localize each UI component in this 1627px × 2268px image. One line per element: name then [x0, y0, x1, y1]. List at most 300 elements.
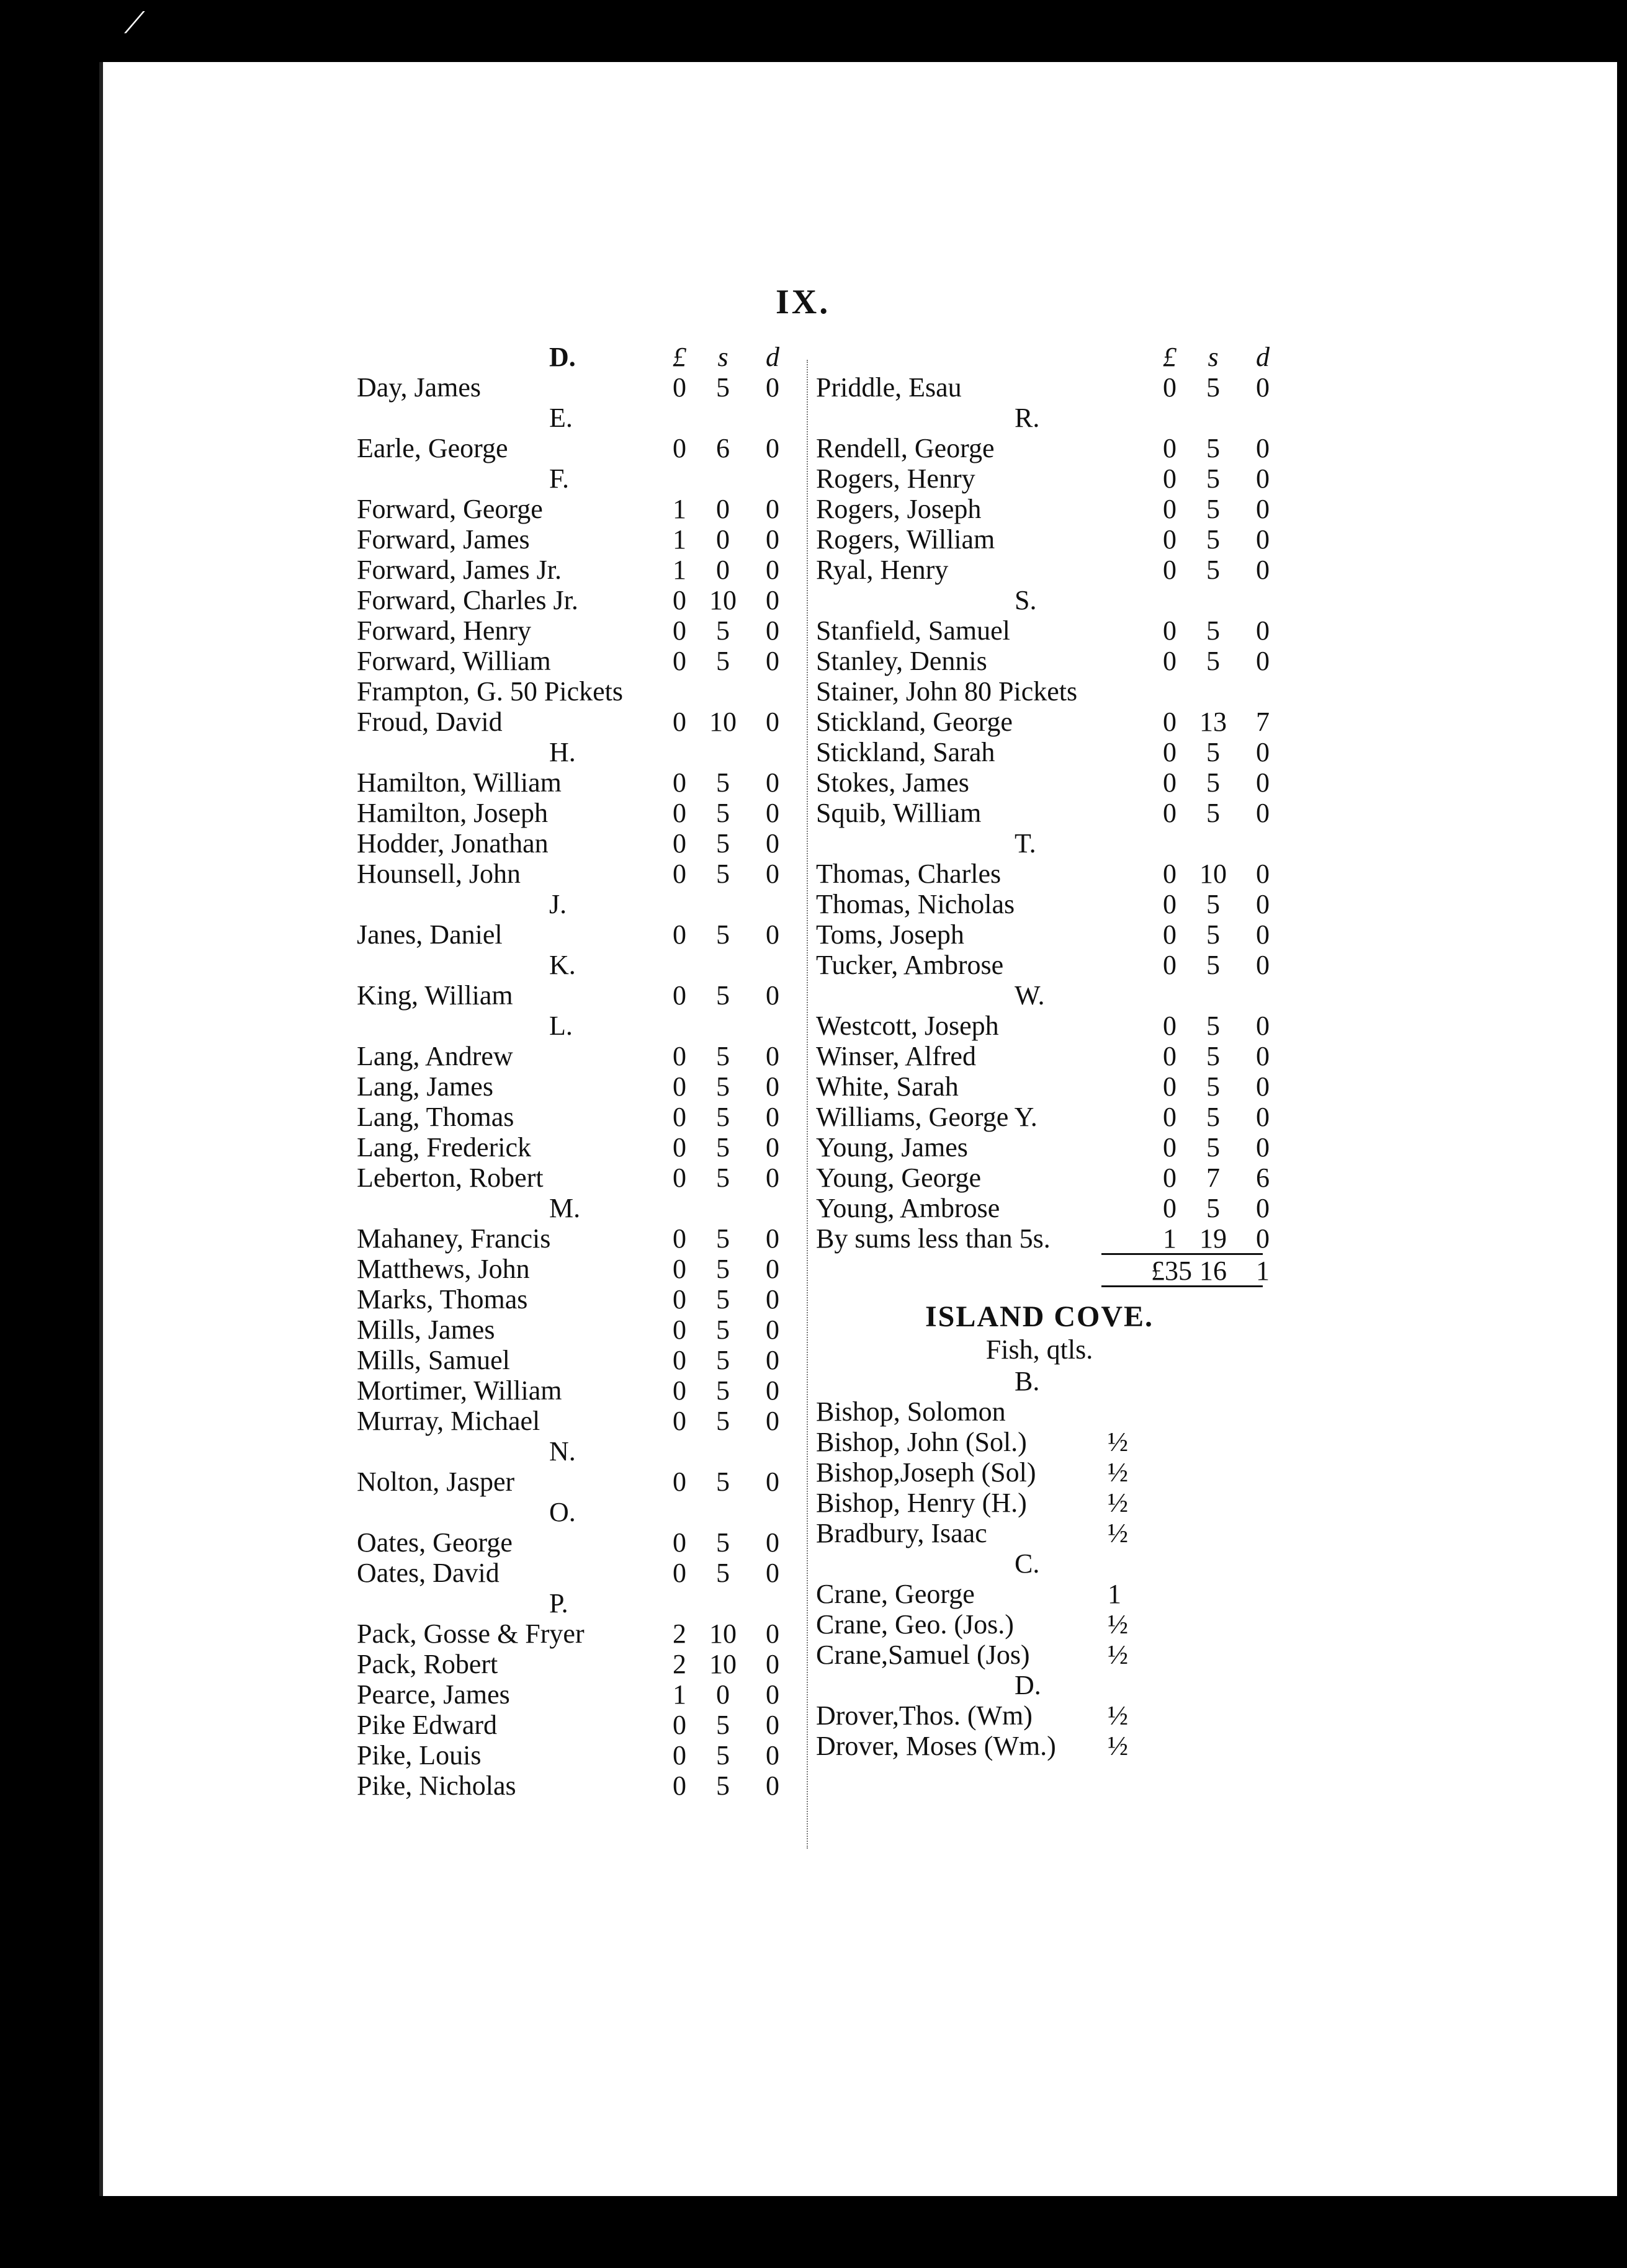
pounds-value: 0 — [673, 1740, 686, 1770]
subscriber-name: Mahaney, Francis — [357, 1223, 551, 1254]
shillings-value: 5 — [716, 1223, 730, 1254]
shillings-value: 5 — [1206, 889, 1220, 919]
pence-value: 0 — [766, 919, 779, 950]
subscriber-name: Bishop, Solomon — [816, 1396, 1006, 1427]
table-row — [357, 554, 804, 584]
pence-value: 0 — [1256, 494, 1270, 524]
table-row — [357, 1770, 804, 1800]
subscriber-name: Stokes, James — [816, 767, 969, 798]
subscriber-name: Pike Edward — [357, 1710, 498, 1740]
table-row — [357, 1071, 804, 1101]
pence-value: 0 — [766, 615, 779, 646]
subscriber-name: Forward, James Jr. — [357, 555, 562, 585]
table-row — [816, 858, 1270, 889]
pounds-value: 0 — [673, 1071, 686, 1102]
shillings-value: 10 — [709, 1649, 737, 1679]
table-row — [357, 1739, 804, 1770]
table-row — [816, 432, 1270, 463]
pounds-value: 0 — [1163, 889, 1177, 919]
pounds-value: 0 — [1163, 494, 1177, 524]
pence-value: 0 — [1256, 919, 1270, 950]
shillings-value: 5 — [1206, 524, 1220, 555]
binding-edge — [99, 62, 103, 2196]
table-row — [816, 1487, 1263, 1517]
letter-heading: N. — [549, 1436, 576, 1467]
subscriber-name: Oates, David — [357, 1558, 500, 1588]
subscriber-name: Rendell, George — [816, 433, 995, 463]
shillings-value: 5 — [1206, 1071, 1220, 1102]
letter-heading-row — [816, 980, 1263, 1010]
pence-value: 0 — [1256, 615, 1270, 646]
subscriber-name: Rogers, Henry — [816, 463, 975, 494]
shillings-value: 5 — [716, 767, 730, 798]
shillings-value: 6 — [716, 433, 730, 463]
subscriber-name: Oates, George — [357, 1527, 513, 1558]
shillings-value: 5 — [1206, 463, 1220, 494]
shillings-value: 0 — [716, 494, 730, 524]
shillings-value: 5 — [716, 919, 730, 950]
letter-heading-row — [816, 1548, 1263, 1578]
column-divider — [807, 360, 808, 1849]
pence-value: 0 — [766, 1223, 779, 1254]
table-row — [816, 1162, 1270, 1193]
table-row — [816, 797, 1270, 828]
pounds-value: 0 — [673, 798, 686, 828]
letter-heading: T. — [1015, 828, 1036, 859]
pounds-value: 0 — [673, 707, 686, 737]
pounds-value: 0 — [1163, 646, 1177, 676]
table-row — [816, 463, 1270, 494]
subscriber-name: Mills, Samuel — [357, 1345, 510, 1375]
letter-heading: E. — [549, 403, 573, 433]
table-row — [816, 1517, 1263, 1548]
pence-value: 0 — [766, 1375, 779, 1406]
table-row — [816, 1071, 1270, 1102]
pence-header: d — [766, 342, 779, 372]
letter-heading: R. — [1015, 403, 1040, 433]
fish-quantity: ½ — [1108, 1427, 1128, 1457]
subscriber-name: Crane, Geo. (Jos.) — [816, 1609, 1014, 1640]
subscriber-name: Hamilton, William — [357, 767, 562, 798]
subscriber-name: Pack, Gosse & Fryer — [357, 1618, 585, 1649]
pounds-value: 0 — [1163, 919, 1177, 950]
table-row — [357, 1466, 804, 1496]
pounds-value: 0 — [1163, 463, 1177, 494]
table-row — [816, 1396, 1263, 1426]
pounds-value: 0 — [1163, 1193, 1177, 1223]
letter-heading: F. — [549, 463, 569, 494]
subscriber-name: Rogers, William — [816, 524, 995, 555]
subscriber-name: Earle, George — [357, 433, 508, 463]
pence-value: 0 — [766, 1406, 779, 1436]
shillings-value: 10 — [1199, 859, 1227, 889]
shillings-value: 19 — [1199, 1223, 1227, 1254]
pounds-value: 0 — [673, 585, 686, 615]
table-row — [816, 919, 1270, 950]
shillings-value: 5 — [716, 1345, 730, 1375]
subscriber-name: Marks, Thomas — [357, 1284, 528, 1315]
pence-value: 0 — [766, 585, 779, 615]
table-row — [816, 1639, 1263, 1669]
pence-value: 0 — [766, 1132, 779, 1163]
shillings-value: 5 — [716, 859, 730, 889]
table-row — [816, 949, 1270, 980]
total-shillings: 16 — [1199, 1256, 1227, 1286]
subscriber-name: Lang, James — [357, 1071, 493, 1102]
pounds-value: 0 — [673, 767, 686, 798]
table-row — [816, 1040, 1270, 1071]
letter-heading-row — [357, 736, 804, 767]
subscriber-name: Stickland, George — [816, 707, 1013, 737]
subscriber-name: By sums less than 5s. — [816, 1223, 1051, 1254]
shillings-value: 5 — [716, 1254, 730, 1284]
shillings-value: 7 — [1206, 1163, 1220, 1193]
pounds-value: 0 — [1163, 1041, 1177, 1071]
pence-value: 0 — [1256, 1011, 1270, 1041]
table-row — [357, 1679, 804, 1709]
shillings-value: 5 — [1206, 767, 1220, 798]
pounds-value: 1 — [673, 524, 686, 555]
subscriber-name: Thomas, Charles — [816, 859, 1002, 889]
table-row — [816, 493, 1270, 524]
pounds-value: 2 — [673, 1618, 686, 1649]
table-row — [357, 584, 804, 615]
subscriber-name: Ryal, Henry — [816, 555, 949, 585]
table-row — [816, 1223, 1270, 1254]
subscriber-name: Drover,Thos. (Wm) — [816, 1700, 1033, 1731]
subscriber-name: Squib, William — [816, 798, 982, 828]
subscriber-name: Nolton, Jasper — [357, 1467, 515, 1497]
subscriber-name: Winser, Alfred — [816, 1041, 976, 1071]
shillings-value: 5 — [716, 646, 730, 676]
pounds-value: 0 — [673, 1284, 686, 1315]
pence-value: 0 — [766, 1740, 779, 1770]
pence-value: 0 — [1256, 1223, 1270, 1254]
subscriber-name: Young, Ambrose — [816, 1193, 1000, 1223]
shillings-value: 0 — [716, 524, 730, 555]
letter-heading: W. — [1015, 980, 1045, 1011]
table-row — [357, 372, 804, 402]
table-row — [816, 1192, 1270, 1223]
pence-value: 0 — [766, 707, 779, 737]
pence-value: 0 — [1256, 646, 1270, 676]
shillings-value: 5 — [1206, 433, 1220, 463]
fish-quantity: ½ — [1108, 1518, 1128, 1548]
shillings-value: 0 — [716, 555, 730, 585]
letter-heading-row — [357, 402, 804, 432]
shillings-value: 5 — [716, 1467, 730, 1497]
subscriber-name: Hounsell, John — [357, 859, 521, 889]
shillings-value: 5 — [716, 1740, 730, 1770]
letter-heading-row — [816, 1365, 1263, 1396]
shillings-value: 10 — [709, 585, 737, 615]
table-row — [357, 615, 804, 645]
table-row — [816, 524, 1270, 555]
letter-heading-row — [816, 828, 1263, 858]
pounds-value: 0 — [673, 1406, 686, 1436]
fish-quantity: ½ — [1108, 1488, 1128, 1518]
pounds-value: 0 — [1163, 737, 1177, 767]
pence-value: 0 — [766, 767, 779, 798]
pounds-value: 0 — [1163, 767, 1177, 798]
pence-value: 0 — [766, 433, 779, 463]
shillings-value: 5 — [716, 980, 730, 1011]
letter-heading-row — [357, 463, 804, 493]
pence-value: 0 — [1256, 889, 1270, 919]
pence-value: 0 — [1256, 372, 1270, 403]
letter-heading: C. — [1015, 1548, 1040, 1579]
fish-quantity: ½ — [1108, 1457, 1128, 1488]
table-row — [816, 888, 1270, 919]
pence-value: 0 — [1256, 737, 1270, 767]
shillings-value: 5 — [1206, 737, 1220, 767]
table-row — [357, 1375, 804, 1405]
shillings-value: 5 — [716, 1284, 730, 1315]
pence-value: 0 — [766, 798, 779, 828]
table-row — [816, 1101, 1270, 1132]
pounds-value: 0 — [673, 372, 686, 403]
pence-value: 0 — [1256, 798, 1270, 828]
fish-quantity: ½ — [1108, 1609, 1128, 1640]
shillings-value: 13 — [1199, 707, 1227, 737]
table-row — [357, 1618, 804, 1648]
pence-value: 0 — [766, 1163, 779, 1193]
subscriber-name: Westcott, Joseph — [816, 1011, 999, 1041]
subscriber-name: Crane, George — [816, 1579, 975, 1609]
shillings-value: 5 — [716, 1163, 730, 1193]
table-row — [357, 1405, 804, 1435]
subscriber-name: Thomas, Nicholas — [816, 889, 1015, 919]
shillings-value: 5 — [716, 1071, 730, 1102]
shillings-value: 5 — [716, 1102, 730, 1132]
table-row — [816, 554, 1270, 585]
pounds-value: 0 — [1163, 1011, 1177, 1041]
letter-heading-row — [816, 402, 1263, 432]
subscriber-name: Toms, Joseph — [816, 919, 964, 950]
shillings-value: 5 — [1206, 919, 1220, 950]
letter-heading-row — [357, 1435, 804, 1466]
subscriber-name: Lang, Frederick — [357, 1132, 531, 1163]
pence-value: 0 — [766, 1102, 779, 1132]
subscriber-name: Young, James — [816, 1132, 968, 1163]
pence-value: 0 — [766, 1649, 779, 1679]
letter-heading: P. — [549, 1588, 568, 1618]
pounds-value: 0 — [673, 1132, 686, 1163]
table-row — [816, 736, 1270, 767]
pounds-value: 0 — [673, 1558, 686, 1588]
pounds-value: 0 — [1163, 798, 1177, 828]
pounds-value: 0 — [1163, 1163, 1177, 1193]
shillings-value: 5 — [716, 1132, 730, 1163]
pounds-value: 0 — [1163, 707, 1177, 737]
pence-value: 0 — [766, 1254, 779, 1284]
pounds-value: 0 — [673, 1315, 686, 1345]
scan-corner-mark: ⟋ — [124, 7, 145, 40]
pence-value: 0 — [766, 1345, 779, 1375]
letter-heading-row — [816, 584, 1263, 615]
pence-value: 0 — [1256, 1071, 1270, 1102]
pounds-value: 0 — [673, 859, 686, 889]
subscriber-name: Williams, George Y. — [816, 1102, 1038, 1132]
pence-value: 0 — [766, 859, 779, 889]
subscriber-name: King, William — [357, 980, 513, 1011]
subscriber-name: Bradbury, Isaac — [816, 1518, 987, 1548]
pence-value: 0 — [766, 1284, 779, 1315]
pounds-value: 0 — [1163, 1132, 1177, 1163]
pence-value: 0 — [766, 1527, 779, 1558]
subscriber-name: Rogers, Joseph — [816, 494, 982, 524]
fish-quantity: ½ — [1108, 1731, 1128, 1761]
pence-value: 0 — [1256, 463, 1270, 494]
letter-heading-row — [357, 1192, 804, 1223]
pounds-value: 2 — [673, 1649, 686, 1679]
shillings-value: 5 — [1206, 1193, 1220, 1223]
subscriber-name: Hamilton, Joseph — [357, 798, 548, 828]
table-row — [357, 1527, 804, 1557]
subscriber-name: Forward, Charles Jr. — [357, 585, 578, 615]
letter-heading: J. — [549, 889, 567, 919]
table-row — [816, 1700, 1263, 1730]
pence-value: 0 — [1256, 950, 1270, 980]
pounds-value: 0 — [673, 1163, 686, 1193]
letter-heading: D. — [1015, 1670, 1041, 1700]
table-row — [357, 919, 804, 949]
pounds-value: 0 — [673, 828, 686, 859]
subscriber-name: Murray, Michael — [357, 1406, 540, 1436]
shillings-value: 5 — [1206, 950, 1220, 980]
pence-value: 0 — [1256, 1193, 1270, 1223]
shillings-value: 5 — [1206, 615, 1220, 646]
table-row — [816, 372, 1270, 403]
pence-value: 0 — [766, 555, 779, 585]
shillings-value: 5 — [716, 615, 730, 646]
subscriber-name: Pearce, James — [357, 1679, 510, 1710]
subscriber-name: Bishop, Henry (H.) — [816, 1488, 1027, 1518]
shillings-value: 5 — [1206, 798, 1220, 828]
pounds-value: 1 — [673, 494, 686, 524]
pence-value: 0 — [766, 1467, 779, 1497]
island-cove-title: ISLAND COVE. — [925, 1300, 1154, 1333]
table-row — [357, 645, 804, 676]
subscriber-name: Forward, William — [357, 646, 551, 676]
right-entries — [816, 372, 1270, 1254]
pounds-value: 0 — [673, 1223, 686, 1254]
shillings-value: 5 — [1206, 1102, 1220, 1132]
letter-heading: B. — [1015, 1366, 1040, 1396]
shillings-value: 5 — [1206, 372, 1220, 403]
pence-header: d — [1256, 342, 1270, 372]
pence-value: 0 — [766, 1710, 779, 1740]
fish-quantity: 1 — [1108, 1579, 1121, 1609]
letter-heading: D. — [549, 342, 576, 372]
pence-value: 0 — [766, 1618, 779, 1649]
letter-heading: O. — [549, 1497, 576, 1527]
page-folio: IX. — [776, 283, 831, 321]
table-row — [357, 1162, 804, 1192]
pounds-header: £ — [1163, 342, 1177, 372]
table-row — [357, 797, 804, 828]
shillings-value: 5 — [716, 798, 730, 828]
pounds-value: 0 — [673, 433, 686, 463]
shillings-value: 5 — [1206, 1041, 1220, 1071]
subscriber-name: Mortimer, William — [357, 1375, 562, 1406]
letter-heading-row — [357, 1010, 804, 1040]
letter-heading-row — [357, 949, 804, 980]
pence-value: 0 — [766, 1679, 779, 1710]
shillings-header: s — [717, 342, 728, 372]
pence-value: 7 — [1256, 707, 1270, 737]
subscriber-name: Forward, George — [357, 494, 543, 524]
shillings-value: 5 — [1206, 494, 1220, 524]
pounds-value: 0 — [1163, 950, 1177, 980]
pounds-value: 0 — [1163, 1102, 1177, 1132]
pence-value: 0 — [1256, 1132, 1270, 1163]
pence-value: 0 — [766, 372, 779, 403]
pounds-value: 0 — [673, 1770, 686, 1801]
shillings-header: s — [1208, 342, 1219, 372]
table-row — [357, 432, 804, 463]
pounds-value: 1 — [673, 555, 686, 585]
shillings-value: 5 — [716, 1770, 730, 1801]
pounds-header: £ — [673, 342, 686, 372]
subscriber-name: Matthews, John — [357, 1254, 530, 1284]
table-row — [816, 1132, 1270, 1163]
subscriber-name: Lang, Thomas — [357, 1102, 514, 1132]
table-row — [816, 676, 1263, 706]
subscriber-name: Pack, Robert — [357, 1649, 498, 1679]
shillings-value: 5 — [1206, 1132, 1220, 1163]
table-row — [816, 1457, 1263, 1487]
letter-heading-row — [357, 888, 804, 919]
pence-value: 0 — [1256, 1102, 1270, 1132]
pounds-value: 0 — [673, 1375, 686, 1406]
subscriber-name: Drover, Moses (Wm.) — [816, 1731, 1056, 1761]
subscriber-name: White, Sarah — [816, 1071, 959, 1102]
subscriber-name: Stanley, Dennis — [816, 646, 987, 676]
left-entries — [357, 372, 804, 1800]
pence-value: 0 — [1256, 859, 1270, 889]
pence-value: 0 — [1256, 524, 1270, 555]
table-row — [357, 524, 804, 554]
pence-value: 0 — [1256, 555, 1270, 585]
pounds-value: 0 — [1163, 615, 1177, 646]
table-row — [816, 645, 1270, 676]
pence-value: 0 — [766, 1770, 779, 1801]
pence-value: 0 — [766, 1315, 779, 1345]
shillings-value: 5 — [716, 1406, 730, 1436]
pounds-value: 0 — [673, 1254, 686, 1284]
table-row — [357, 1132, 804, 1162]
subscriber-name: Bishop, John (Sol.) — [816, 1427, 1027, 1457]
table-row — [357, 1101, 804, 1132]
pence-value: 0 — [1256, 767, 1270, 798]
table-row — [816, 615, 1270, 646]
table-row — [816, 1578, 1263, 1609]
subscriber-name: Tucker, Ambrose — [816, 950, 1004, 980]
subscriber-name: Hodder, Jonathan — [357, 828, 549, 859]
pence-value: 0 — [766, 494, 779, 524]
fish-quantity: ½ — [1108, 1640, 1128, 1670]
pounds-value: 0 — [673, 1467, 686, 1497]
subscriber-name: Priddle, Esau — [816, 372, 962, 403]
letter-heading: M. — [549, 1193, 581, 1223]
subscriber-name: Forward, James — [357, 524, 530, 555]
pounds-value: 0 — [673, 615, 686, 646]
subscriber-name: Stainer, John 80 Pickets — [816, 676, 1078, 707]
shillings-value: 5 — [1206, 646, 1220, 676]
letter-heading-row — [816, 1669, 1263, 1700]
pence-value: 0 — [1256, 1041, 1270, 1071]
